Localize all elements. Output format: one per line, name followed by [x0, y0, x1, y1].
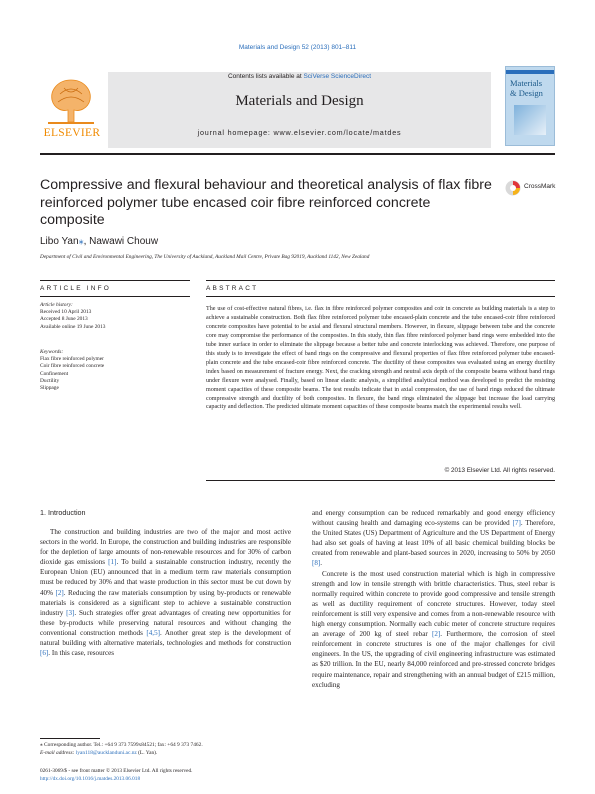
abstract-text: The use of cost-effective natural fibres, i.e. flax in fibre reinforced polymer composites and coir in concrete as building materials is a step to achieve a sustainable construction. Both flax fibre reinforced polymer tube encased-plain concrete and the tube encased-coir fibre reinforced concrete composites have potential to be axial and flexural structural members. However, in flexure, slippage between tube and the concrete core may compromise the performance of the composites. In this study, thin flax fibre reinforced polymer band rings were embedded into the tube inner surface in order to eliminate the slippage because a better tube and concrete interlocking was achieved. Therefore, one purpose of this study is to investigate the effect of band rings on the compressive and flexural properties of flax fibre reinforced polymer tube encased-plain concrete and the tube encased-coir fibre reinforced concrete. The ductility of these composites was evaluated using an energy ductility index based on measurement of fracture energy. Next, the cracking strength and neutral axis depth of the composite beams without band rings under flexure were analysed. Finally, based on linear elastic analysis, a simplified analytical method was developed to predict the resisting moment capacities of these composite beams. The test results indicate that in axial compression, the use of band rings reduced the ultimate compressive strength and ductility of both composites. In flexure, the band rings eliminated the slippage but increase the load carrying capacity and deflection. The predicted ultimate moment capacities of these composite beams match the experimental results well.: [206, 306, 555, 411]
contents-prefix: Contents lists available at: [227, 73, 304, 80]
email-label: E-mail address:: [40, 750, 76, 756]
accepted-date: Accepted 8 June 2013: [40, 316, 88, 323]
abstract-rule-2: [206, 296, 555, 297]
received-date: Received 10 April 2013: [40, 309, 92, 316]
contents-line: [108, 73, 491, 80]
journal-homepage: [108, 128, 491, 137]
keywords-block: [40, 349, 190, 392]
email-line: [40, 749, 291, 757]
citation-link[interactable]: [2]: [432, 630, 441, 639]
history-label: Article history:: [40, 302, 73, 308]
affiliation: Department of Civil and Environmental Engineering, The University of Auckland, Auckland Mail Centre, Private Bag 92019, Auckland 1142, New Zealand: [40, 254, 370, 260]
journal-title: Materials and Design: [235, 93, 364, 109]
article-history: [40, 302, 190, 331]
homepage-prefix: journal homepage:: [197, 128, 274, 137]
sciencedirect-link[interactable]: SciVerse ScienceDirect: [303, 73, 372, 80]
cover-title-line2: & Design: [510, 88, 543, 98]
section-heading-introduction: 1. Introduction: [40, 508, 86, 517]
keyword-item: Coir fibre reinforced concrete: [40, 363, 105, 370]
cover-title-line1: Materials: [510, 78, 543, 88]
text-run: .: [320, 559, 323, 568]
keyword-item: Confinement: [40, 370, 69, 377]
copyright-notice: © 2013 Elsevier Ltd. All rights reserved.: [444, 467, 555, 474]
author-list: [40, 236, 158, 247]
author-1[interactable]: Libo Yan: [40, 236, 79, 247]
cover-bar: [506, 70, 554, 74]
keyword-item: Flax fibre reinforced polymer: [40, 356, 104, 363]
footnote-rule: [40, 738, 100, 739]
publisher-name: ELSEVIER: [43, 127, 101, 139]
doi-link[interactable]: http://dx.doi.org/10.1016/j.matdes.2013.06.018: [40, 775, 141, 782]
paragraph: [312, 569, 555, 690]
body-column-right: [312, 508, 555, 690]
text-run: . Furthermore, the corrosion of steel reinforcement in concrete structures is one of the major challenges for civil engineers. In the US, the upgrading of civil engineering infrastructure was estimated as $20 trillion. In the EU, nearly 84,000 reinforced and pre-stressed concrete bridges require maintenance, repair and strengthening with an annual budget of £215 million, excluding: [312, 630, 555, 689]
body-column-left: [40, 527, 291, 658]
keyword-item: Slippage: [40, 385, 59, 392]
text-run: . In this case, resources: [48, 649, 115, 658]
online-date: Available online 19 June 2013: [40, 323, 106, 330]
citation-link[interactable]: [1]: [108, 558, 117, 567]
crossmark-icon: [505, 180, 521, 196]
citation-link[interactable]: [3]: [66, 608, 75, 617]
citation-link[interactable]: [7]: [512, 519, 521, 528]
keywords-label: Keywords:: [40, 349, 64, 355]
citation-link[interactable]: [6]: [40, 649, 49, 658]
text-run: and energy consumption can be reduced remarkably and good energy efficiency without causing health and damaging eco-systems can be provided: [312, 509, 555, 528]
elsevier-tree-logo: [40, 72, 102, 134]
footnote: [40, 741, 291, 757]
homepage-url[interactable]: www.elsevier.com/locate/matdes: [273, 128, 402, 137]
article-info-heading: ARTICLE INFO: [40, 285, 112, 292]
abstract-bottom-rule: [206, 480, 555, 481]
article-title: Compressive and flexural behaviour and theoretical analysis of flax fibre reinforced polymer tube encased coir fibre reinforced concrete composite: [40, 177, 492, 228]
text-run: . To build a sustainable construction industry, recently the European Union (EU) announced that in a medium term raw materials consumption must be reduced by 30% and that waste production in this sector must be cut down by 40%: [40, 558, 292, 597]
text-run: . Another great step is the development of natural building with alternative materials, technologies and methods for construction: [40, 628, 291, 648]
corresponding-author-note: ⁎ Corresponding author. Tel.: +64 9 373 7599x84521; fax: +64 9 373 7462.: [40, 742, 203, 748]
citation-link[interactable]: [8]: [312, 559, 321, 568]
paragraph: [40, 527, 291, 658]
keyword-item: Ductility: [40, 377, 60, 384]
email-suffix: (L. Yan).: [136, 750, 158, 756]
text-run: The construction and building industries are two of the major and most active sectors in the world. In Europe, the construction and building industries are responsible for the depletion of large amounts of non-renewable resources and for 30% of carbon dioxide gas emissions: [40, 528, 291, 567]
journal-cover-image: [505, 66, 555, 146]
text-run: . Such strategies offer great advantages of creating new opportunities for these by-products while preserving natural resources and without changing the conventional construction methods: [40, 608, 291, 637]
issn-line: 0261-3069/$ - see front matter © 2013 Elsevier Ltd. All rights reserved.: [40, 768, 193, 774]
article-info-rule-2: [40, 296, 190, 297]
crossmark-label: CrossMark: [524, 183, 556, 190]
text-run: Concrete is the most used construction material which is high in compressive strength and low in tensile strength with brittle characteristics. Thus, steel rebar is normally required within concrete to provide good compressive and tensile strength as well as ductility requirement of concrete structures. However, today steel reinforcement is still very expensive and comes from a non-renewable resource with high energy consumption. Normally each cubic meter of concrete structure requires an average of 200 kg of steel rebar: [312, 569, 555, 639]
journal-reference[interactable]: Materials and Design 52 (2013) 801–811: [238, 44, 357, 51]
issn-block: [40, 768, 291, 783]
text-run: . Therefore, the United States (US) Department of Agriculture and the US Department of Energy had also set goals of having at least 10% of all basic chemical building blocks be created from renewable and plant-based sources in 2020, increasing to 50% by 2050: [312, 519, 555, 558]
citation-link[interactable]: [4,5]: [146, 628, 160, 637]
text-run: . Reducing the raw materials consumption by using by-products or renewable materials is considered as a significant step to achieve a sustainable construction industry: [40, 588, 291, 617]
email-link[interactable]: lyan118@aucklanduni.ac.nz: [75, 750, 137, 756]
author-2[interactable]: Nawawi Chouw: [89, 236, 159, 247]
paragraph: [312, 508, 555, 569]
cover-illustration: [514, 105, 546, 135]
corresponding-mark[interactable]: ⁎: [78, 236, 84, 247]
abstract-rule: [206, 280, 555, 281]
crossmark-badge[interactable]: [505, 180, 555, 196]
abstract-heading: ABSTRACT: [206, 285, 259, 292]
header-rule: [40, 153, 555, 155]
author-separator: ,: [83, 236, 90, 247]
article-info-rule: [40, 280, 190, 281]
citation-link[interactable]: [2]: [55, 588, 64, 597]
